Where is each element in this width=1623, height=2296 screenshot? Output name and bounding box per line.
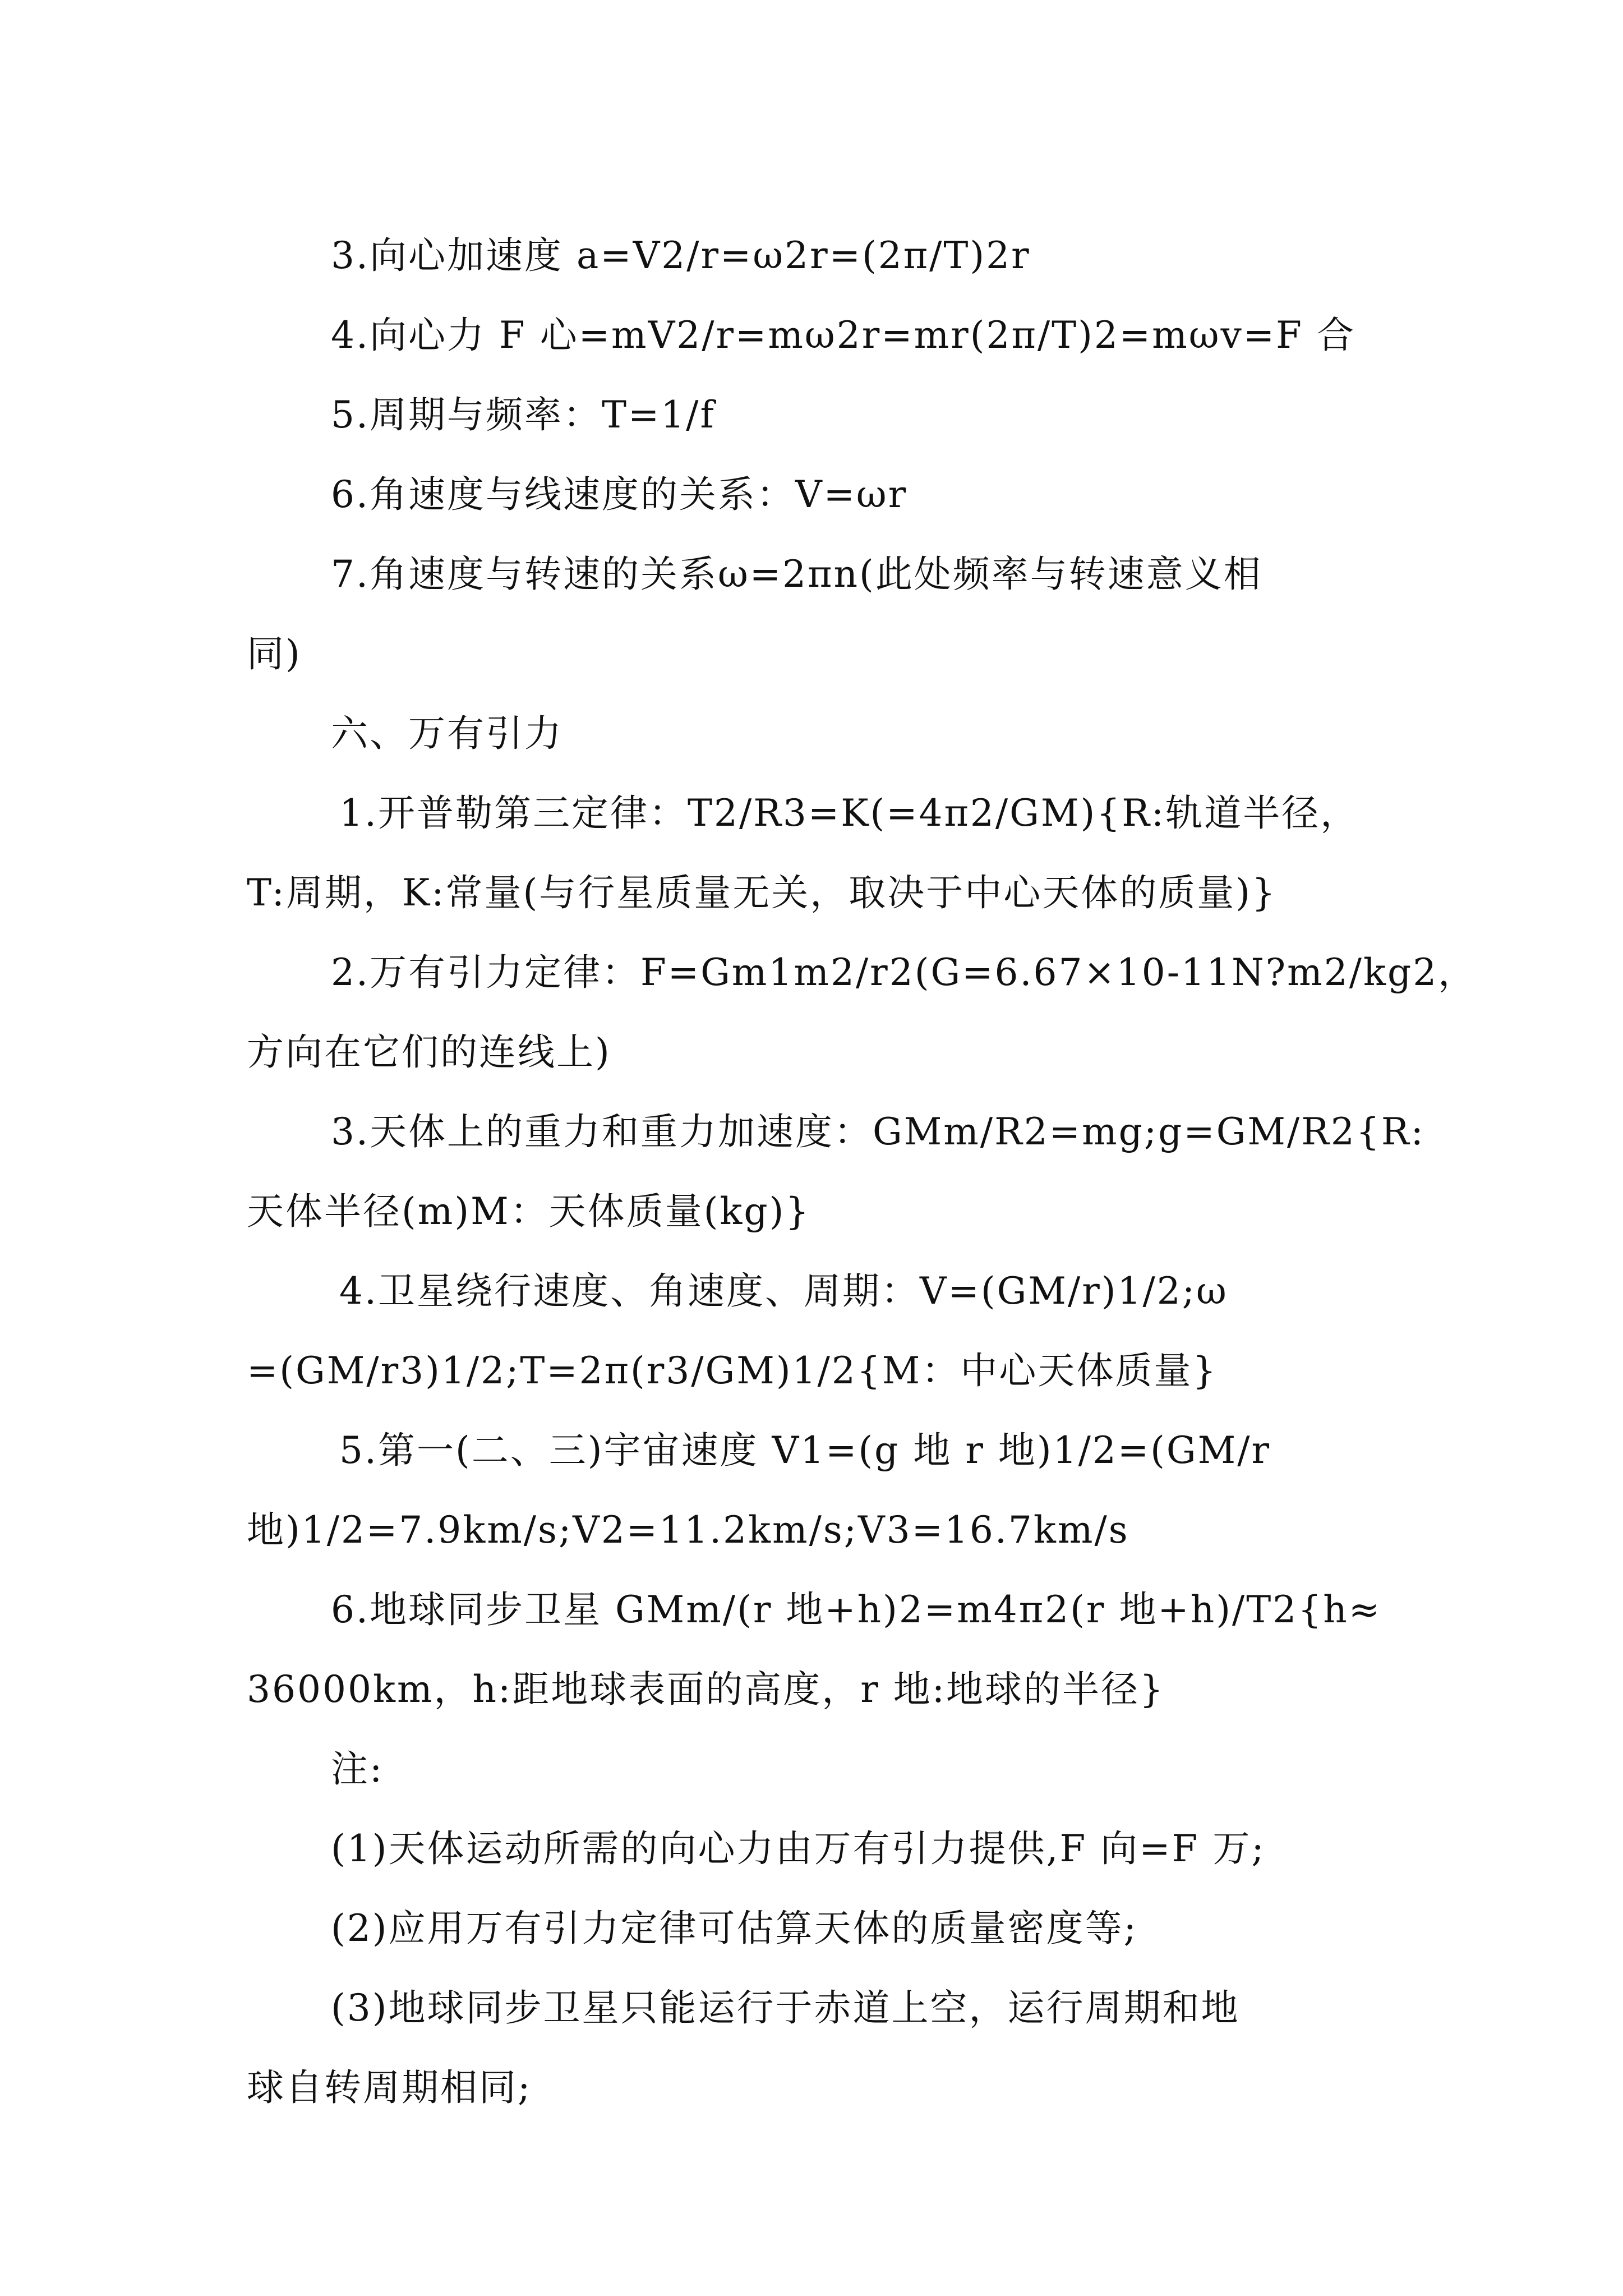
note-item-3-cont: 球自转周期相同; [247, 2066, 532, 2109]
formula-angular-velocity-rotation: 7.角速度与转速的关系ω=2πn(此处频率与转速意义相 [331, 553, 1262, 596]
formula-kepler-third-law: 1.开普勒第三定律：T2/R3=K(=4π2/GM){R:轨道半径， [339, 792, 1359, 835]
formula-satellite-orbit: 4.卫星绕行速度、角速度、周期：V=(GM/r)1/2;ω [339, 1269, 1228, 1313]
notes-heading: 注: [331, 1747, 384, 1791]
formula-geosynchronous-satellite: 6.地球同步卫星 GMm/(r 地+h)2=m4π2(r 地+h)/T2{h≈ [331, 1588, 1382, 1631]
formula-centripetal-force: 4.向心力 F 心=mV2/r=mω2r=mr(2π/T)2=mωv=F 合 [331, 314, 1355, 357]
formula-centripetal-acceleration: 3.向心加速度 a=V2/r=ω2r=(2π/T)2r [331, 234, 1031, 277]
formula-universal-gravitation: 2.万有引力定律：F=Gm1m2/r2(G=6.67×10-11N?m2/kg2， [331, 951, 1477, 994]
formula-surface-gravity-cont: 天体半径(m)M：天体质量(kg)} [247, 1190, 811, 1233]
note-item-1: (1)天体运动所需的向心力由万有引力提供,F 向=F 万; [331, 1827, 1266, 1870]
note-item-3: (3)地球同步卫星只能运行于赤道上空，运行周期和地 [331, 1986, 1240, 2030]
note-item-2: (2)应用万有引力定律可估算天体的质量密度等; [331, 1907, 1138, 1950]
document-body [247, 216, 1477, 2128]
formula-geosynchronous-satellite-cont: 36000km，h:距地球表面的高度，r 地:地球的半径} [247, 1668, 1165, 1711]
formula-universal-gravitation-cont: 方向在它们的连线上) [247, 1030, 611, 1074]
section-heading-gravitation: 六、万有引力 [331, 712, 563, 755]
formula-angular-velocity-rotation-cont: 同) [247, 632, 302, 675]
formula-satellite-orbit-cont: =(GM/r3)1/2;T=2π(r3/GM)1/2{M：中心天体质量} [247, 1349, 1218, 1392]
formula-surface-gravity: 3.天体上的重力和重力加速度：GMm/R2=mg;g=GM/R2{R: [331, 1110, 1425, 1153]
formula-kepler-third-law-cont: T:周期，K:常量(与行星质量无关，取决于中心天体的质量)} [247, 871, 1277, 914]
formula-cosmic-velocity-cont: 地)1/2=7.9km/s;V2=11.2km/s;V3=16.7km/s [247, 1508, 1129, 1552]
formula-period-frequency: 5.周期与频率：T=1/f [331, 393, 716, 436]
formula-angular-linear-velocity: 6.角速度与线速度的关系：V=ωr [331, 473, 908, 516]
formula-cosmic-velocity: 5.第一(二、三)宇宙速度 V1=(g 地 r 地)1/2=(GM/r [339, 1429, 1271, 1472]
